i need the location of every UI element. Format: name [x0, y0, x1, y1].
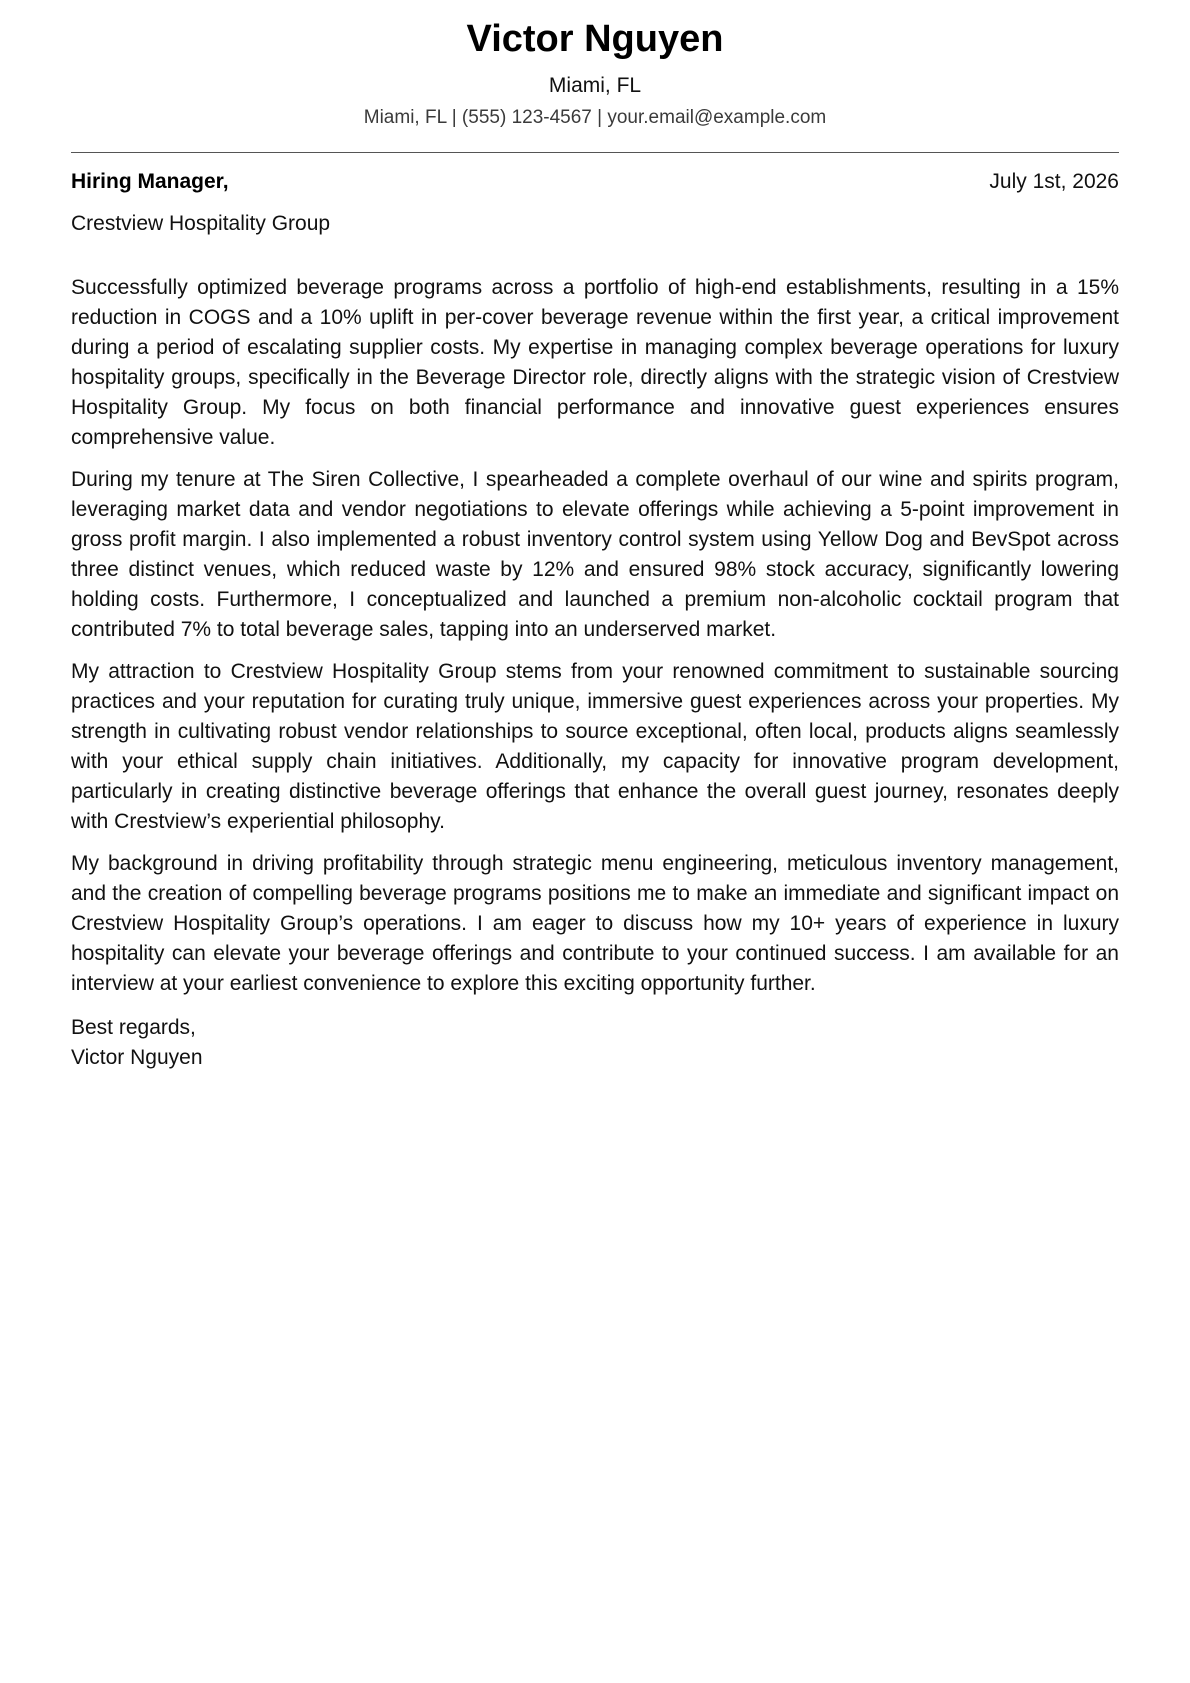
applicant-contact-line: Miami, FL | (555) 123-4567 | your.email@example.com: [363, 107, 827, 128]
body-paragraph-1: Successfully optimized beverage programs across a portfolio of high-end establishments, resulting in a 15% reduction in COGS and a 10% uplift in per-cover beverage revenue within the first year, a critical improvement during a period of escalating supplier costs. My expertise in managing complex beverage operations for luxury hospitality groups, specifically in the Beverage Director role, directly aligns with the strategic vision of Crestview Hospitality Group. My focus on both financial performance and innovative guest experiences ensures comprehensive value.: [71, 276, 1119, 449]
header-divider: [71, 152, 1119, 153]
recipient-salutation: Hiring Manager,: [71, 170, 229, 193]
recipient-company: Crestview Hospitality Group: [71, 212, 331, 235]
valediction: Best regards,: [71, 1016, 196, 1039]
letter-date: July 1st, 2026: [989, 170, 1119, 193]
cover-letter-page: [71, 0, 1119, 1073]
body-paragraph-4: My background in driving profitability through strategic menu engineering, meticulous inventory management, and the creation of compelling beverage programs positions me to make an immediate and significant impact on Crestview Hospitality Group’s operations. I am eager to discuss how my 10+ years of experience in luxury hospitality can elevate your beverage offerings and contribute to your continued success. I am available for an interview at your earliest convenience to explore this exciting opportunity further.: [71, 852, 1119, 995]
letter-body: [71, 273, 1119, 999]
letter-header: [71, 0, 1119, 130]
applicant-name: Victor Nguyen: [466, 18, 724, 60]
signature-name: Victor Nguyen: [71, 1046, 203, 1069]
applicant-location: Miami, FL: [548, 74, 642, 97]
body-paragraph-2: During my tenure at The Siren Collective, I spearheaded a complete overhaul of our wine and spirits program, leveraging market data and vendor negotiations to elevate offerings while achieving a 5-point improvement in gross profit margin. I also implemented a robust inventory control system using Yellow Dog and BevSpot across three distinct venues, which reduced waste by 12% and ensured 98% stock accuracy, significantly lowering holding costs. Furthermore, I conceptualized and launched a premium non-alcoholic cocktail program that contributed 7% to total beverage sales, tapping into an underserved market.: [71, 468, 1119, 641]
body-paragraph-3: My attraction to Crestview Hospitality Group stems from your renowned commitment to sustainable sourcing practices and your reputation for curating truly unique, immersive guest experiences across your properties. My strength in cultivating robust vendor relationships to source exceptional, often local, products aligns seamlessly with your ethical supply chain initiatives. Additionally, my capacity for innovative program development, particularly in creating distinctive beverage offerings that enhance the overall guest journey, resonates deeply with Crestview’s experiential philosophy.: [71, 660, 1119, 833]
recipient-date-row: [71, 168, 1119, 196]
letter-closing: [71, 1013, 1119, 1073]
